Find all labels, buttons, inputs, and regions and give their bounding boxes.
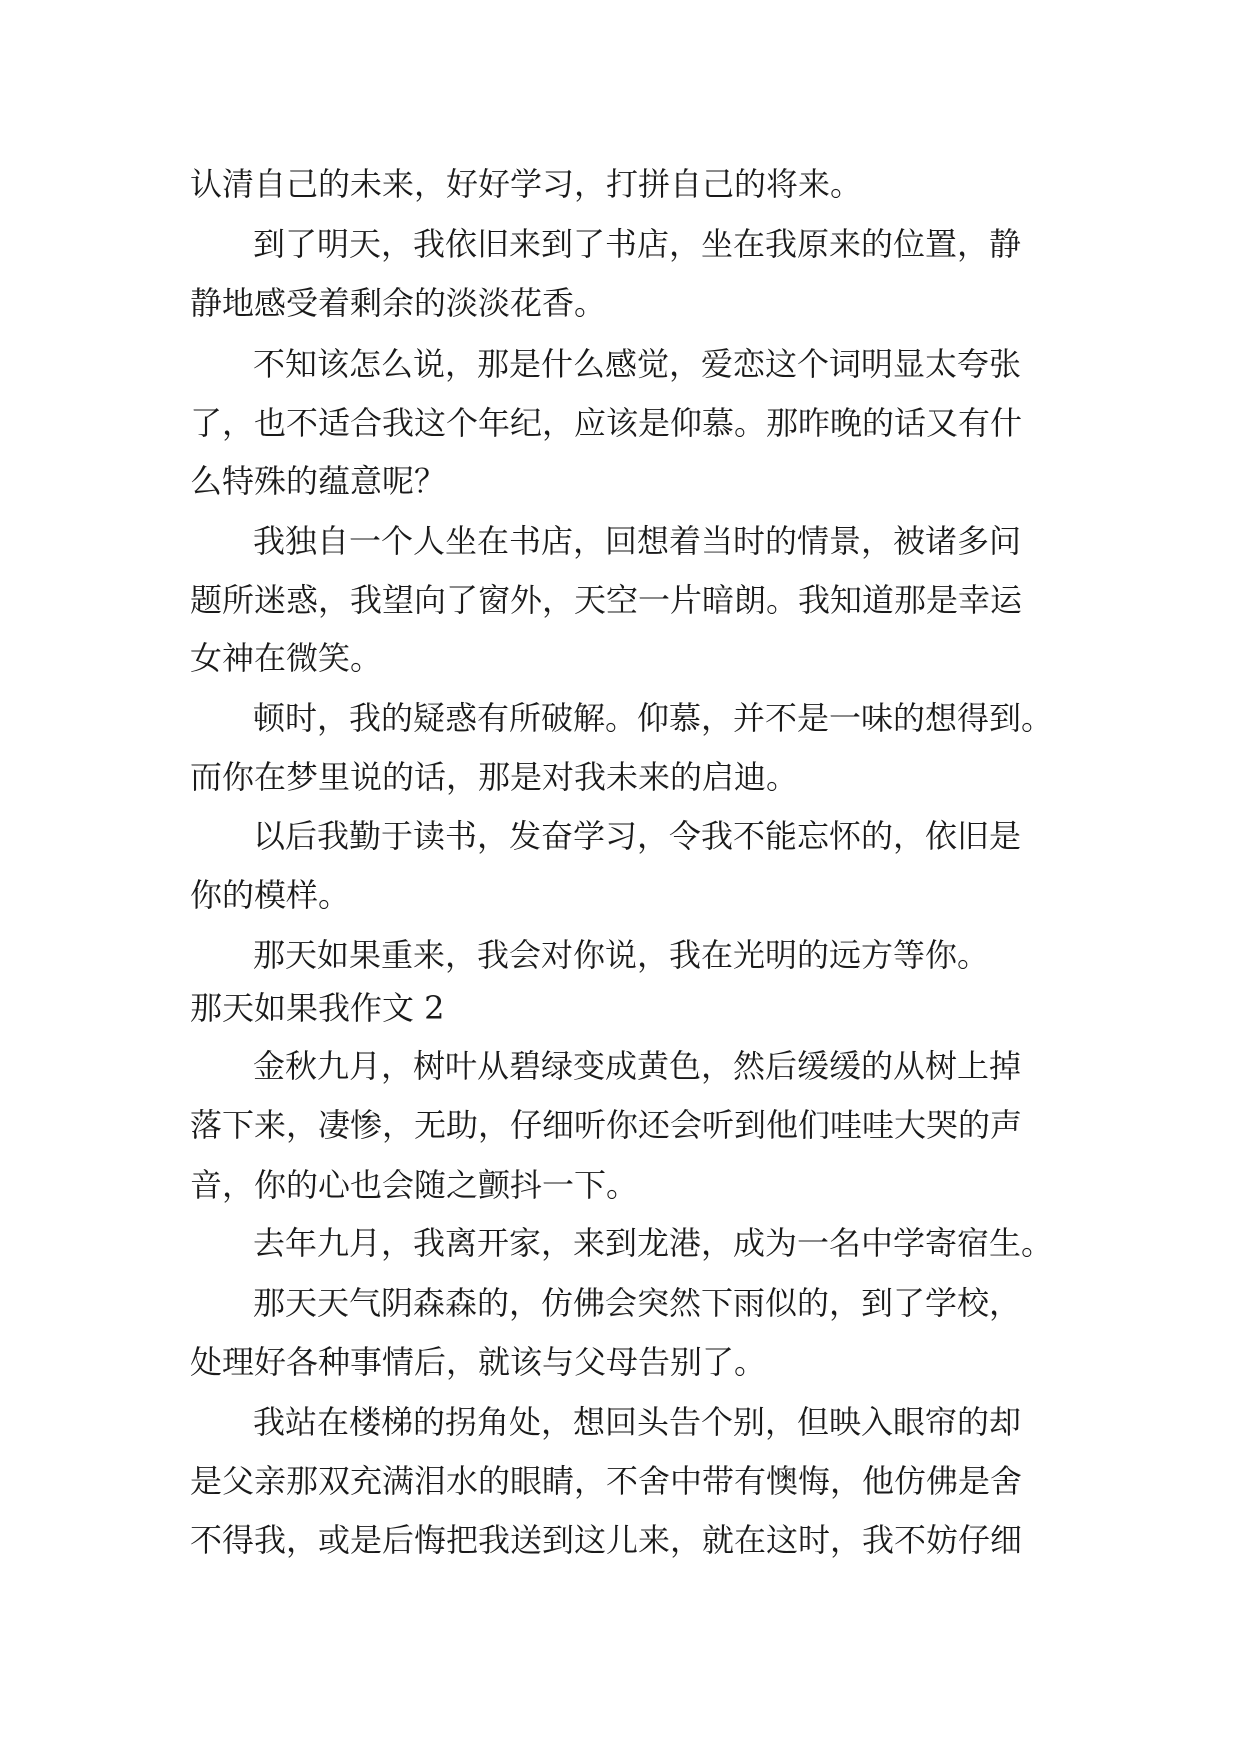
text-line: 了，也不适合我这个年纪，应该是仰慕。那昨晚的话又有什 (190, 404, 1023, 442)
text-line: 那天如果重来，我会对你说，我在光明的远方等你。 (253, 936, 990, 974)
text-line: 题所迷惑，我望向了窗外，天空一片暗朗。我知道那是幸运 (190, 581, 1023, 619)
text-line: 不知该怎么说，那是什么感觉，爱恋这个词明显太夸张 (253, 345, 1022, 383)
text-line: 以后我勤于读书，发奋学习，令我不能忘怀的，依旧是 (253, 817, 1022, 855)
text-line: 到了明天，我依旧来到了书店，坐在我原来的位置，静 (253, 225, 1022, 263)
text-line: 落下来，凄惨，无助，仔细听你还会听到他们哇哇大哭的声 (190, 1106, 1023, 1144)
text-line: 不得我，或是后悔把我送到这儿来，就在这时，我不妨仔细 (190, 1521, 1023, 1559)
text-line: 我独自一个人坐在书店，回想着当时的情景，被诸多问 (253, 522, 1022, 560)
text-line: 顿时，我的疑惑有所破解。仰慕，并不是一味的想得到。 (253, 699, 1054, 737)
text-line: 女神在微笑。 (190, 639, 383, 677)
text-line: 处理好各种事情后，就该与父母告别了。 (190, 1343, 767, 1381)
text-line: 静地感受着剩余的淡淡花香。 (190, 284, 607, 322)
text-line: 那天天气阴森森的，仿佛会突然下雨似的，到了学校， (253, 1284, 1022, 1322)
text-line: 你的模样。 (190, 876, 351, 914)
text-line: 是父亲那双充满泪水的眼睛，不舍中带有懊悔，他仿佛是舍 (190, 1462, 1023, 1500)
text-line: 而你在梦里说的话，那是对我未来的启迪。 (190, 758, 799, 796)
text-line: 认清自己的未来，好好学习，打拼自己的将来。 (190, 165, 863, 203)
section-heading: 那天如果我作文 2 (190, 989, 445, 1027)
text-line: 我站在楼梯的拐角处，想回头告个别，但映入眼帘的却 (253, 1403, 1022, 1441)
text-line: 金秋九月，树叶从碧绿变成黄色，然后缓缓的从树上掉 (253, 1047, 1022, 1085)
text-line: 么特殊的蕴意呢？ (190, 462, 447, 500)
text-line: 音，你的心也会随之颤抖一下。 (190, 1166, 639, 1204)
text-line: 去年九月，我离开家，来到龙港，成为一名中学寄宿生。 (253, 1224, 1054, 1262)
